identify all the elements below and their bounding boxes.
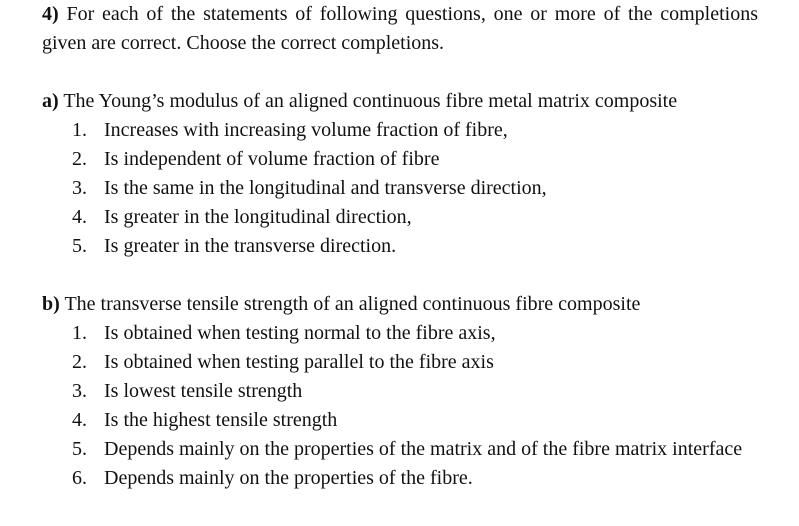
option-text: Is obtained when testing parallel to the fibre axis <box>104 351 494 373</box>
question-number: 4) <box>42 3 59 25</box>
question-b <box>42 290 758 493</box>
option-number: 1. <box>72 119 87 141</box>
option-item <box>42 145 758 174</box>
option-text: Depends mainly on the properties of the matrix and of the fibre matrix interface <box>104 438 743 460</box>
question-a-stem <box>42 87 758 116</box>
option-item <box>42 377 758 406</box>
option-number: 3. <box>72 177 87 199</box>
document-page <box>42 0 758 493</box>
option-number: 6. <box>72 467 87 489</box>
option-item <box>42 435 758 464</box>
question-a <box>42 87 758 261</box>
option-text: Is independent of volume fraction of fibre <box>104 148 440 170</box>
question-b-label: b) <box>42 293 60 315</box>
question-b-text: The transverse tensile strength of an aligned continuous fibre composite <box>64 293 641 315</box>
option-number: 1. <box>72 322 87 344</box>
option-text: Is lowest tensile strength <box>104 380 303 402</box>
question-b-options <box>42 319 758 493</box>
question-a-text: The Young’s modulus of an aligned continuous fibre metal matrix composite <box>63 90 678 112</box>
option-item <box>42 232 758 261</box>
option-item <box>42 174 758 203</box>
option-item <box>42 116 758 145</box>
question-intro <box>42 0 758 58</box>
option-item <box>42 319 758 348</box>
option-text: Is obtained when testing normal to the fibre axis, <box>104 322 496 344</box>
option-number: 2. <box>72 148 87 170</box>
option-number: 4. <box>72 409 87 431</box>
option-item <box>42 348 758 377</box>
option-number: 4. <box>72 206 87 228</box>
option-item <box>42 464 758 493</box>
option-text: Increases with increasing volume fraction of fibre, <box>104 119 508 141</box>
question-b-stem <box>42 290 758 319</box>
option-text: Depends mainly on the properties of the fibre. <box>104 467 473 489</box>
option-number: 3. <box>72 380 87 402</box>
option-number: 5. <box>72 235 87 257</box>
option-number: 2. <box>72 351 87 373</box>
option-item <box>42 406 758 435</box>
question-a-label: a) <box>42 90 59 112</box>
question-instructions: For each of the statements of following questions, one or more of the completions given are correct. Choose the correct completions. <box>42 3 758 54</box>
option-text: Is greater in the transverse direction. <box>104 235 397 257</box>
option-number: 5. <box>72 438 87 460</box>
option-text: Is the same in the longitudinal and transverse direction, <box>104 177 547 199</box>
option-text: Is greater in the longitudinal direction, <box>104 206 412 228</box>
question-a-options <box>42 116 758 261</box>
option-item <box>42 203 758 232</box>
option-text: Is the highest tensile strength <box>104 409 338 431</box>
